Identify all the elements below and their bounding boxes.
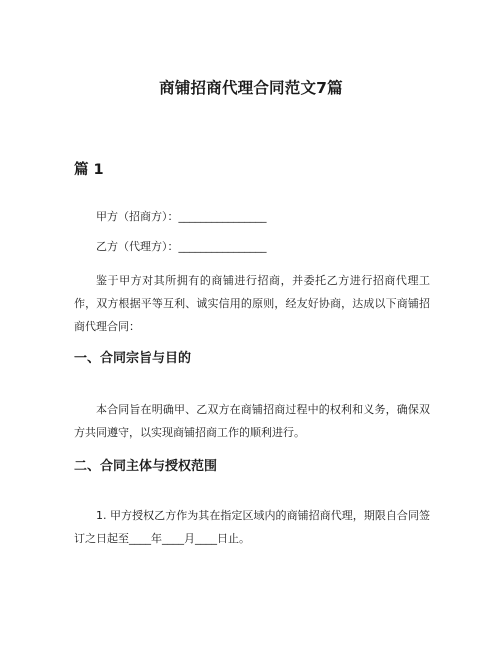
document-title: 商铺招商代理合同范文7篇 [159, 79, 343, 97]
section-title: 篇 1 [74, 162, 104, 178]
party-b-blank: ________________ [178, 240, 267, 253]
party-b-line [96, 238, 267, 256]
party-b-label: 乙方（代理方）： [96, 240, 179, 253]
clause-1-heading: 一、合同宗旨与目的 [74, 351, 192, 366]
party-a-label: 甲方（招商方）： [96, 210, 179, 223]
party-a-line [96, 208, 267, 226]
clause-1-text: 本合同旨在明确甲、乙双方在商铺招商过程中的权利和义务，确保双方共同遵守，以实现商铺招商工作的顺利进行。 [74, 403, 430, 439]
clause-2-item-1: 1. 甲方授权乙方作为其在指定区域内的商铺招商代理，期限自合同签订之日起至____年____月____日止。 [74, 509, 430, 545]
party-a-blank: ________________ [178, 210, 267, 223]
clause-2-heading: 二、合同主体与授权范围 [74, 459, 218, 474]
intro-paragraph: 鉴于甲方对其所拥有的商铺进行招商，并委托乙方进行招商代理工作，双方根据平等互利、诚实信用的原则，经友好协商，达成以下商铺招商代理合同： [74, 274, 430, 333]
